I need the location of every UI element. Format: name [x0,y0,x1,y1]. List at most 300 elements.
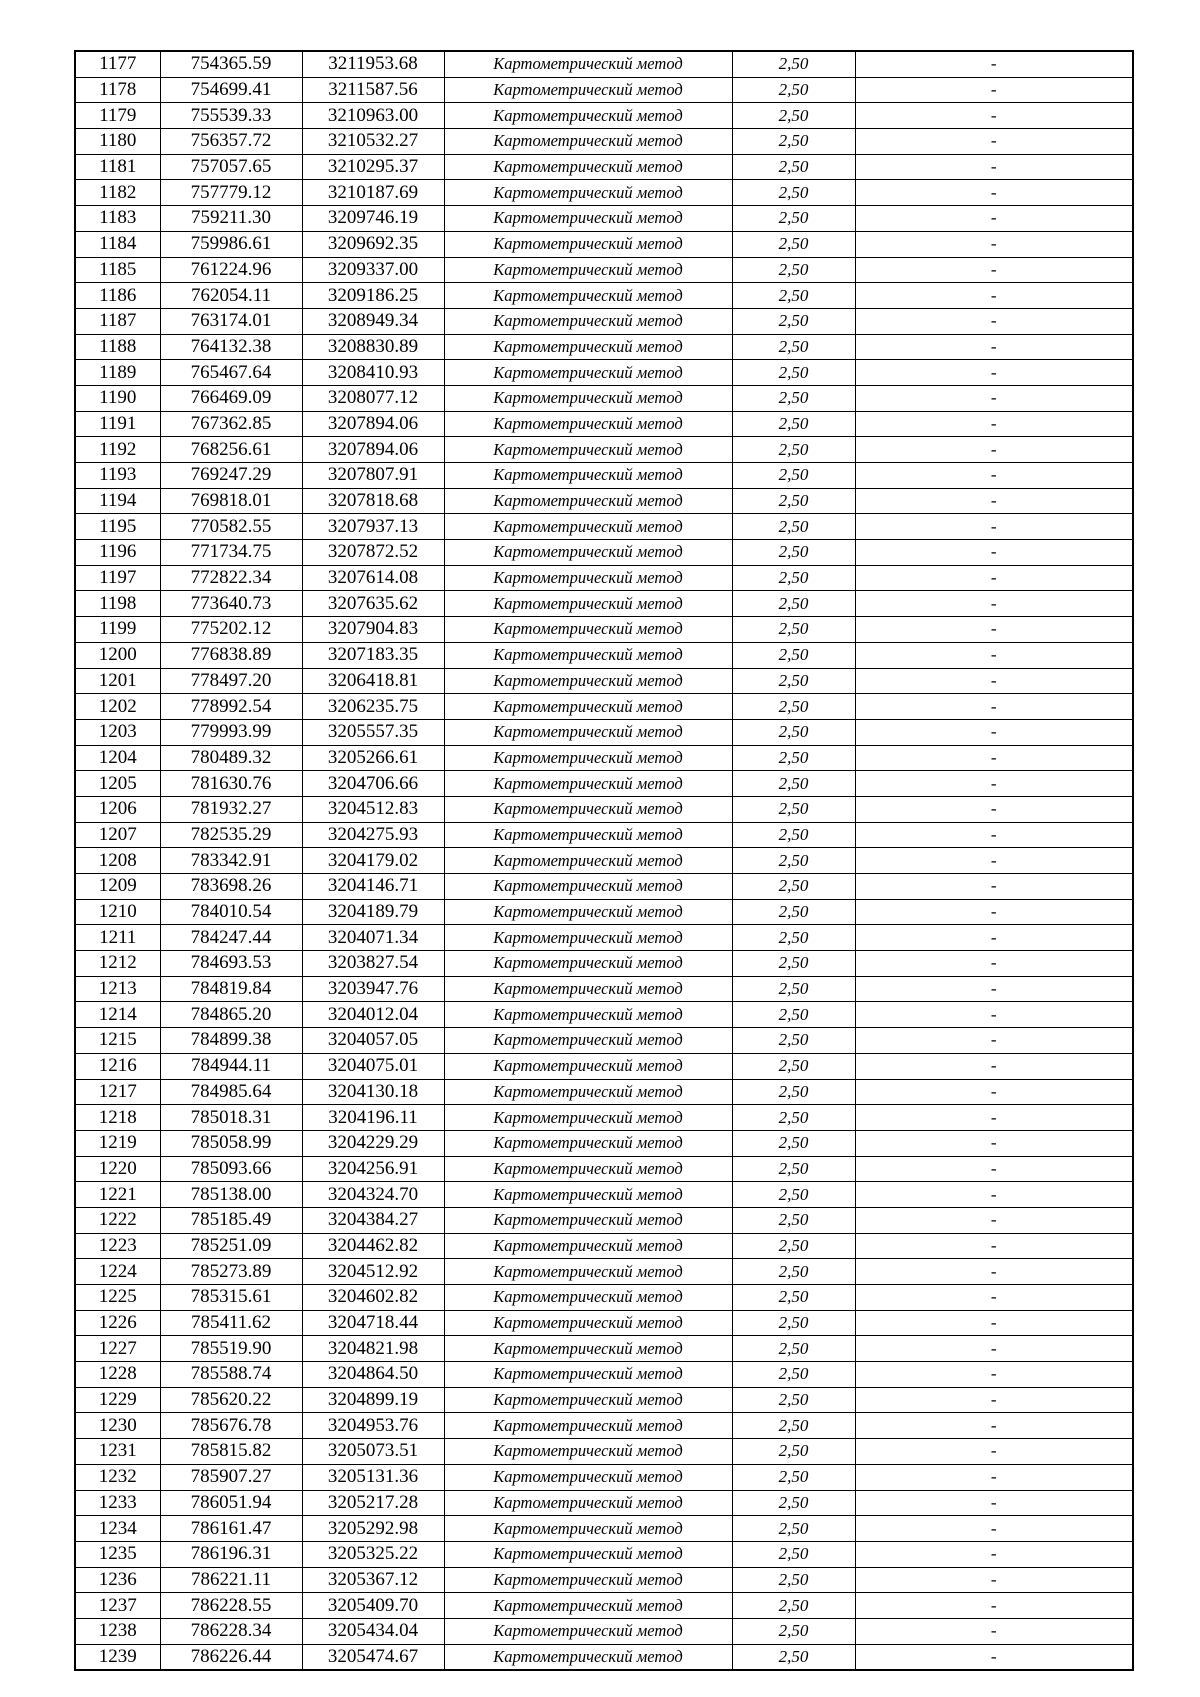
method-cell: Картометрический метод [444,334,732,360]
table-row [75,283,1133,309]
x-coordinate-cell: 781932.27 [160,796,302,822]
error-cell: 2,50 [732,437,855,463]
error-cell: 2,50 [732,488,855,514]
point-number-cell: 1195 [75,514,160,540]
method-cell: Картометрический метод [444,1207,732,1233]
y-coordinate-cell: 3207872.52 [302,540,444,566]
table-row [75,1079,1133,1105]
point-number-cell: 1226 [75,1310,160,1336]
y-coordinate-cell: 3204012.04 [302,1002,444,1028]
y-coordinate-cell: 3208410.93 [302,360,444,386]
table-row [75,488,1133,514]
method-cell: Картометрический метод [444,925,732,951]
y-coordinate-cell: 3205409.70 [302,1593,444,1619]
method-cell: Картометрический метод [444,1002,732,1028]
point-number-cell: 1212 [75,951,160,977]
method-cell: Картометрический метод [444,103,732,129]
error-cell: 2,50 [732,1387,855,1413]
x-coordinate-cell: 784819.84 [160,976,302,1002]
point-number-cell: 1199 [75,617,160,643]
x-coordinate-cell: 771734.75 [160,540,302,566]
table-row [75,668,1133,694]
method-cell: Картометрический метод [444,874,732,900]
error-cell: 2,50 [732,745,855,771]
method-cell: Картометрический метод [444,642,732,668]
point-number-cell: 1205 [75,771,160,797]
note-cell: - [855,796,1133,822]
point-number-cell: 1178 [75,77,160,103]
x-coordinate-cell: 783698.26 [160,874,302,900]
y-coordinate-cell: 3204718.44 [302,1310,444,1336]
method-cell: Картометрический метод [444,77,732,103]
x-coordinate-cell: 782535.29 [160,822,302,848]
point-number-cell: 1227 [75,1336,160,1362]
method-cell: Картометрический метод [444,1387,732,1413]
table-row [75,1541,1133,1567]
table-row [75,796,1133,822]
table-row [75,360,1133,386]
table-row [75,1285,1133,1311]
x-coordinate-cell: 773640.73 [160,591,302,617]
point-number-cell: 1204 [75,745,160,771]
note-cell: - [855,1002,1133,1028]
x-coordinate-cell: 785519.90 [160,1336,302,1362]
method-cell: Картометрический метод [444,514,732,540]
y-coordinate-cell: 3205325.22 [302,1541,444,1567]
table-row [75,103,1133,129]
point-number-cell: 1203 [75,719,160,745]
note-cell: - [855,1130,1133,1156]
y-coordinate-cell: 3207614.08 [302,565,444,591]
x-coordinate-cell: 784247.44 [160,925,302,951]
error-cell: 2,50 [732,925,855,951]
method-cell: Картометрический метод [444,848,732,874]
table-row [75,642,1133,668]
error-cell: 2,50 [732,1207,855,1233]
y-coordinate-cell: 3204384.27 [302,1207,444,1233]
note-cell: - [855,206,1133,232]
point-number-cell: 1194 [75,488,160,514]
error-cell: 2,50 [732,771,855,797]
note-cell: - [855,231,1133,257]
note-cell: - [855,51,1133,77]
note-cell: - [855,1285,1133,1311]
point-number-cell: 1230 [75,1413,160,1439]
y-coordinate-cell: 3207894.06 [302,437,444,463]
table-row [75,1490,1133,1516]
point-number-cell: 1183 [75,206,160,232]
point-number-cell: 1197 [75,565,160,591]
note-cell: - [855,951,1133,977]
table-row [75,694,1133,720]
x-coordinate-cell: 785138.00 [160,1182,302,1208]
note-cell: - [855,154,1133,180]
note-cell: - [855,1207,1133,1233]
y-coordinate-cell: 3204602.82 [302,1285,444,1311]
table-row [75,1130,1133,1156]
note-cell: - [855,1156,1133,1182]
note-cell: - [855,976,1133,1002]
error-cell: 2,50 [732,1336,855,1362]
error-cell: 2,50 [732,694,855,720]
method-cell: Картометрический метод [444,1105,732,1131]
point-number-cell: 1189 [75,360,160,386]
point-number-cell: 1211 [75,925,160,951]
x-coordinate-cell: 776838.89 [160,642,302,668]
y-coordinate-cell: 3204256.91 [302,1156,444,1182]
note-cell: - [855,540,1133,566]
point-number-cell: 1192 [75,437,160,463]
note-cell: - [855,180,1133,206]
method-cell: Картометрический метод [444,617,732,643]
x-coordinate-cell: 785185.49 [160,1207,302,1233]
method-cell: Картометрический метод [444,1182,732,1208]
x-coordinate-cell: 784985.64 [160,1079,302,1105]
table-body [75,51,1133,1670]
note-cell: - [855,77,1133,103]
error-cell: 2,50 [732,1439,855,1465]
table-row [75,1593,1133,1619]
note-cell: - [855,1079,1133,1105]
table-row [75,771,1133,797]
y-coordinate-cell: 3209746.19 [302,206,444,232]
x-coordinate-cell: 783342.91 [160,848,302,874]
point-number-cell: 1202 [75,694,160,720]
error-cell: 2,50 [732,1541,855,1567]
y-coordinate-cell: 3205557.35 [302,719,444,745]
x-coordinate-cell: 764132.38 [160,334,302,360]
table-row [75,180,1133,206]
note-cell: - [855,925,1133,951]
note-cell: - [855,385,1133,411]
error-cell: 2,50 [732,77,855,103]
note-cell: - [855,257,1133,283]
y-coordinate-cell: 3206235.75 [302,694,444,720]
table-row [75,1516,1133,1542]
error-cell: 2,50 [732,360,855,386]
y-coordinate-cell: 3205217.28 [302,1490,444,1516]
method-cell: Картометрический метод [444,1618,732,1644]
error-cell: 2,50 [732,1285,855,1311]
method-cell: Картометрический метод [444,1079,732,1105]
y-coordinate-cell: 3208077.12 [302,385,444,411]
error-cell: 2,50 [732,1156,855,1182]
y-coordinate-cell: 3211587.56 [302,77,444,103]
note-cell: - [855,1439,1133,1465]
error-cell: 2,50 [732,463,855,489]
y-coordinate-cell: 3210295.37 [302,154,444,180]
method-cell: Картометрический метод [444,1490,732,1516]
error-cell: 2,50 [732,1130,855,1156]
note-cell: - [855,617,1133,643]
table-row [75,1002,1133,1028]
point-number-cell: 1218 [75,1105,160,1131]
note-cell: - [855,283,1133,309]
error-cell: 2,50 [732,257,855,283]
note-cell: - [855,822,1133,848]
x-coordinate-cell: 784693.53 [160,951,302,977]
y-coordinate-cell: 3204512.83 [302,796,444,822]
x-coordinate-cell: 785907.27 [160,1464,302,1490]
y-coordinate-cell: 3204275.93 [302,822,444,848]
note-cell: - [855,668,1133,694]
error-cell: 2,50 [732,129,855,155]
coordinates-table [74,50,1134,1671]
table-row [75,822,1133,848]
error-cell: 2,50 [732,103,855,129]
table-row [75,231,1133,257]
point-number-cell: 1179 [75,103,160,129]
method-cell: Картометрический метод [444,540,732,566]
error-cell: 2,50 [732,1490,855,1516]
method-cell: Картометрический метод [444,591,732,617]
note-cell: - [855,745,1133,771]
x-coordinate-cell: 767362.85 [160,411,302,437]
y-coordinate-cell: 3204512.92 [302,1259,444,1285]
note-cell: - [855,514,1133,540]
y-coordinate-cell: 3204196.11 [302,1105,444,1131]
error-cell: 2,50 [732,180,855,206]
error-cell: 2,50 [732,411,855,437]
note-cell: - [855,1413,1133,1439]
method-cell: Картометрический метод [444,1413,732,1439]
error-cell: 2,50 [732,822,855,848]
method-cell: Картометрический метод [444,1464,732,1490]
x-coordinate-cell: 769818.01 [160,488,302,514]
method-cell: Картометрический метод [444,976,732,1002]
method-cell: Картометрический метод [444,1541,732,1567]
note-cell: - [855,1310,1133,1336]
x-coordinate-cell: 785815.82 [160,1439,302,1465]
method-cell: Картометрический метод [444,308,732,334]
x-coordinate-cell: 784944.11 [160,1053,302,1079]
method-cell: Картометрический метод [444,1516,732,1542]
point-number-cell: 1188 [75,334,160,360]
error-cell: 2,50 [732,1362,855,1388]
method-cell: Картометрический метод [444,1644,732,1670]
point-number-cell: 1208 [75,848,160,874]
point-number-cell: 1190 [75,385,160,411]
y-coordinate-cell: 3205434.04 [302,1618,444,1644]
x-coordinate-cell: 778497.20 [160,668,302,694]
error-cell: 2,50 [732,540,855,566]
note-cell: - [855,1567,1133,1593]
y-coordinate-cell: 3204899.19 [302,1387,444,1413]
x-coordinate-cell: 754365.59 [160,51,302,77]
error-cell: 2,50 [732,617,855,643]
point-number-cell: 1214 [75,1002,160,1028]
table-row [75,437,1133,463]
error-cell: 2,50 [732,51,855,77]
table-row [75,1259,1133,1285]
note-cell: - [855,591,1133,617]
point-number-cell: 1221 [75,1182,160,1208]
y-coordinate-cell: 3208830.89 [302,334,444,360]
note-cell: - [855,1028,1133,1054]
table-row [75,77,1133,103]
table-row [75,951,1133,977]
point-number-cell: 1237 [75,1593,160,1619]
error-cell: 2,50 [732,283,855,309]
point-number-cell: 1222 [75,1207,160,1233]
point-number-cell: 1228 [75,1362,160,1388]
error-cell: 2,50 [732,951,855,977]
point-number-cell: 1235 [75,1541,160,1567]
error-cell: 2,50 [732,668,855,694]
point-number-cell: 1236 [75,1567,160,1593]
y-coordinate-cell: 3204324.70 [302,1182,444,1208]
point-number-cell: 1184 [75,231,160,257]
note-cell: - [855,1516,1133,1542]
point-number-cell: 1217 [75,1079,160,1105]
method-cell: Картометрический метод [444,1285,732,1311]
error-cell: 2,50 [732,796,855,822]
x-coordinate-cell: 757779.12 [160,180,302,206]
note-cell: - [855,1464,1133,1490]
method-cell: Картометрический метод [444,951,732,977]
table-row [75,154,1133,180]
note-cell: - [855,719,1133,745]
point-number-cell: 1200 [75,642,160,668]
x-coordinate-cell: 754699.41 [160,77,302,103]
error-cell: 2,50 [732,848,855,874]
y-coordinate-cell: 3205073.51 [302,1439,444,1465]
note-cell: - [855,1618,1133,1644]
method-cell: Картометрический метод [444,1130,732,1156]
table-row [75,745,1133,771]
table-row [75,129,1133,155]
x-coordinate-cell: 786221.11 [160,1567,302,1593]
table-row [75,308,1133,334]
y-coordinate-cell: 3204057.05 [302,1028,444,1054]
point-number-cell: 1185 [75,257,160,283]
note-cell: - [855,103,1133,129]
note-cell: - [855,1541,1133,1567]
error-cell: 2,50 [732,385,855,411]
x-coordinate-cell: 786226.44 [160,1644,302,1670]
method-cell: Картометрический метод [444,206,732,232]
point-number-cell: 1239 [75,1644,160,1670]
error-cell: 2,50 [732,719,855,745]
table-row [75,591,1133,617]
point-number-cell: 1234 [75,1516,160,1542]
table-row [75,1028,1133,1054]
method-cell: Картометрический метод [444,51,732,77]
y-coordinate-cell: 3204953.76 [302,1413,444,1439]
note-cell: - [855,771,1133,797]
method-cell: Картометрический метод [444,488,732,514]
table-row [75,514,1133,540]
method-cell: Картометрический метод [444,1233,732,1259]
x-coordinate-cell: 785411.62 [160,1310,302,1336]
table-row [75,1618,1133,1644]
method-cell: Картометрический метод [444,231,732,257]
note-cell: - [855,694,1133,720]
point-number-cell: 1198 [75,591,160,617]
note-cell: - [855,642,1133,668]
table-row [75,899,1133,925]
point-number-cell: 1231 [75,1439,160,1465]
x-coordinate-cell: 768256.61 [160,437,302,463]
y-coordinate-cell: 3207807.91 [302,463,444,489]
point-number-cell: 1225 [75,1285,160,1311]
error-cell: 2,50 [732,1644,855,1670]
note-cell: - [855,1593,1133,1619]
y-coordinate-cell: 3204189.79 [302,899,444,925]
note-cell: - [855,1387,1133,1413]
x-coordinate-cell: 775202.12 [160,617,302,643]
table-row [75,463,1133,489]
method-cell: Картометрический метод [444,360,732,386]
x-coordinate-cell: 786228.34 [160,1618,302,1644]
note-cell: - [855,848,1133,874]
method-cell: Картометрический метод [444,129,732,155]
table-row [75,874,1133,900]
error-cell: 2,50 [732,1259,855,1285]
table-row [75,617,1133,643]
point-number-cell: 1210 [75,899,160,925]
table-row [75,1362,1133,1388]
y-coordinate-cell: 3209692.35 [302,231,444,257]
error-cell: 2,50 [732,231,855,257]
method-cell: Картометрический метод [444,411,732,437]
y-coordinate-cell: 3204146.71 [302,874,444,900]
point-number-cell: 1201 [75,668,160,694]
y-coordinate-cell: 3210187.69 [302,180,444,206]
method-cell: Картометрический метод [444,463,732,489]
x-coordinate-cell: 784010.54 [160,899,302,925]
note-cell: - [855,437,1133,463]
x-coordinate-cell: 785588.74 [160,1362,302,1388]
method-cell: Картометрический метод [444,437,732,463]
y-coordinate-cell: 3210532.27 [302,129,444,155]
y-coordinate-cell: 3203947.76 [302,976,444,1002]
table-row [75,976,1133,1002]
x-coordinate-cell: 759986.61 [160,231,302,257]
point-number-cell: 1207 [75,822,160,848]
note-cell: - [855,1336,1133,1362]
error-cell: 2,50 [732,1618,855,1644]
x-coordinate-cell: 757057.65 [160,154,302,180]
table-row [75,334,1133,360]
method-cell: Картометрический метод [444,1362,732,1388]
table-row [75,385,1133,411]
method-cell: Картометрический метод [444,694,732,720]
y-coordinate-cell: 3206418.81 [302,668,444,694]
x-coordinate-cell: 755539.33 [160,103,302,129]
error-cell: 2,50 [732,874,855,900]
table-row [75,540,1133,566]
x-coordinate-cell: 759211.30 [160,206,302,232]
point-number-cell: 1224 [75,1259,160,1285]
x-coordinate-cell: 785093.66 [160,1156,302,1182]
point-number-cell: 1216 [75,1053,160,1079]
note-cell: - [855,1259,1133,1285]
point-number-cell: 1233 [75,1490,160,1516]
y-coordinate-cell: 3210963.00 [302,103,444,129]
x-coordinate-cell: 784899.38 [160,1028,302,1054]
x-coordinate-cell: 769247.29 [160,463,302,489]
note-cell: - [855,308,1133,334]
method-cell: Картометрический метод [444,565,732,591]
x-coordinate-cell: 763174.01 [160,308,302,334]
y-coordinate-cell: 3205131.36 [302,1464,444,1490]
y-coordinate-cell: 3204179.02 [302,848,444,874]
table-row [75,1105,1133,1131]
x-coordinate-cell: 785620.22 [160,1387,302,1413]
table-row [75,925,1133,951]
method-cell: Картометрический метод [444,1567,732,1593]
